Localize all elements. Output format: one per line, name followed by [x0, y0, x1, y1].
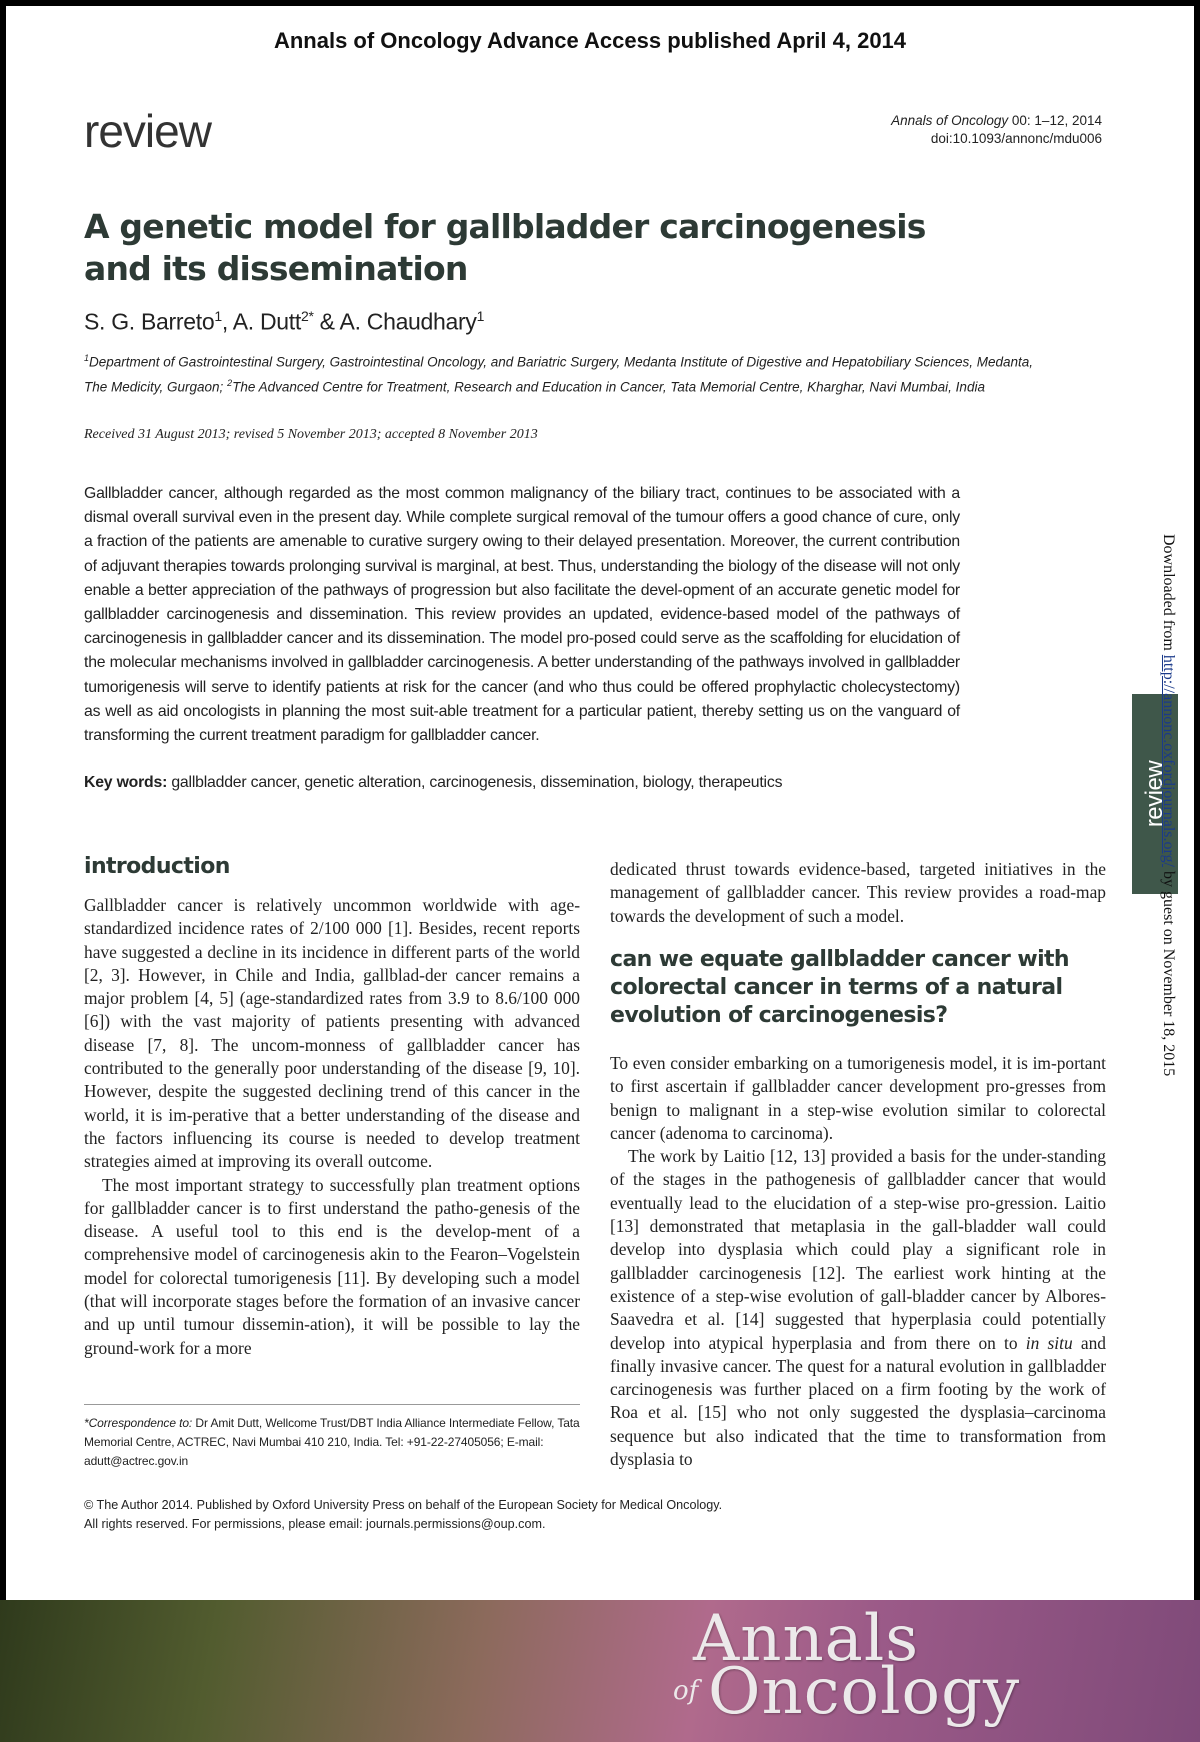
right-column-top — [610, 858, 1106, 928]
paragraph — [610, 1145, 1106, 1471]
affiliation-mark: 2 — [227, 377, 233, 388]
paragraph-italic: in situ — [1025, 1332, 1073, 1353]
journal-reference — [891, 112, 1102, 148]
author-name: A. Chaudhary — [339, 308, 477, 335]
doi: doi:10.1093/annonc/mdu006 — [930, 131, 1102, 146]
paragraph-text: The work by Laitio [12, 13] provided a basis for the under-standing of the stages in the pathogenesis of gallbladder cancer that would eventually lead to the elucidation of a step-wise pro-gression. Laitio [13] demonstrated that metaplasia in the gall-bladder wall could develop into dysplasia which could play a significant role in gallbladder carcinogenesis [12]. The earliest work hinting at the existence of a step-wise evolution of gall-bladder cancer by Albores-Saavedra et al. [14] suggested that hyperplasia could potentially develop into atypical hyperplasia and from there on to — [610, 1146, 1106, 1353]
paragraph: The most important strategy to successfully plan treatment options for gallbladder cancer is to first understand the patho-genesis of the disease. A useful tool to this end is the develop-ment of a comprehensive model of carcinogenesis akin to the Fearon–Vogelstein model for colorectal tumorigenesis [11]. By developing such a model (that will incorporate stages before the formation of an invasive cancer and up until tumour dissemin-ation), it will be possible to lay the ground-work for a more — [84, 1174, 580, 1358]
banner-logo-oncology: Oncology — [708, 1655, 1021, 1729]
received-dates: Received 31 August 2013; revised 5 November 2013; accepted 8 November 2013 — [84, 427, 538, 442]
author-affiliation-mark: 1 — [476, 308, 485, 324]
correspondence-footnote — [84, 1414, 584, 1471]
affiliation-2: The Advanced Centre for Treatment, Research and Education in Cancer, Tata Memorial Centre, Kharghar, Navi Mumbai, India — [232, 379, 985, 394]
copyright-line-1: © The Author 2014. Published by Oxford University Press on behalf of the European Society for Medical Oncology. — [84, 1498, 723, 1512]
footnote-divider — [84, 1404, 580, 1405]
title-line-1: A genetic model for gallbladder carcinogenesis — [84, 207, 926, 246]
author-separator: & — [313, 308, 340, 335]
section-heading-colorectal: can we equate gallbladder cancer with colorectal cancer in terms of a natural evolution of carcinogenesis? — [610, 947, 1069, 1028]
author-separator: , — [221, 308, 233, 335]
author-list — [84, 308, 484, 336]
section-heading-introduction: introduction — [84, 854, 230, 879]
journal-citation: 00: 1–12, 2014 — [1008, 113, 1102, 128]
paragraph: Gallbladder cancer is relatively uncommon worldwide with age-standardized incidence rates of 2/100 000 [1]. Besides, recent reports have suggested a decline in its incidence in different parts of the world [2, 3]. However, in Chile and India, gallblad-der cancer remains a major problem [4, 5] (age-standardized rates from 3.9 to 8.6/100 000 [6]) with the vast majority of patients presenting with advanced disease [7, 8]. The uncom-monness of gallbladder cancer has contributed to the generally poor understanding of the disease [9, 10]. However, despite the suggested declining trend of this cancer in the world, it is im-perative that a better understanding of the disease and the factors influencing its course is needed to develop treatment strategies aimed at improving its overall outcome. — [84, 895, 580, 1172]
section-label: review — [84, 105, 211, 157]
copyright-notice — [84, 1496, 884, 1534]
footnote-text: Dr Amit Dutt, Wellcome Trust/DBT India Alliance Intermediate Fellow, Tata Memorial Centre, ACTREC, Navi Mumbai 410 210, India. Tel: +91-22-27405056; E-mail: adutt@actrec.gov.in — [84, 1416, 580, 1468]
keywords-label: Key words: — [84, 774, 168, 791]
paragraph-text: and finally invasive cancer. The quest for a natural evolution in gallbladder carcinogenesis was further placed on a firm footing by the work of Roa et al. [15] who not only suggested the dysplasia–carcinoma sequence but also indicated that the time to transformation from dysplasia to — [610, 1332, 1106, 1470]
affiliations — [84, 348, 1044, 397]
journal-name: Annals of Oncology — [891, 113, 1009, 128]
title-line-2: and its dissemination — [84, 249, 468, 288]
advance-access-line: Annals of Oncology Advance Access published April 4, 2014 — [273, 28, 907, 53]
left-column — [84, 894, 580, 1360]
download-prefix: Downloaded from — [1160, 534, 1177, 655]
keywords-list: gallbladder cancer, genetic alteration, carcinogenesis, dissemination, biology, therapeutics — [167, 774, 783, 791]
side-tab-label: review — [1141, 760, 1168, 828]
download-link[interactable]: http://annonc.oxfordjournals.org/ — [1160, 654, 1177, 867]
abstract: Gallbladder cancer, although regarded as the most common malignancy of the biliary tract, continues to be associated with a dismal overall survival even in the present day. While complete surgical removal of the tumour offers a good chance of cure, only a fraction of the patients are amenable to curative surgery owing to their delayed presentation. Moreover, the current contribution of adjuvant therapies towards prolonging survival is marginal, at best. Thus, understanding the biology of the disease will not only enable a better appreciation of the pathways of progression but also facilitate the devel-opment of an accurate genetic model for gallbladder carcinogenesis and dissemination. This review provides an updated, evidence-based model of the pathways of carcinogenesis in gallbladder cancer and its dissemination. The model pro-posed could serve as the scaffolding for elucidation of the molecular mechanisms involved in gallbladder carcinogenesis. A better understanding of the pathways involved in gallbladder tumorigenesis will serve to identify patients at risk for the cancer (and who thus could be offered prophylactic cholecystectomy) as well as aid oncologists in planning the most suit-able treatment for a particular patient, thereby setting us on the vanguard of transforming the current treatment paradigm for gallbladder cancer. — [84, 485, 960, 745]
banner-logo-of: of — [673, 1676, 699, 1706]
affiliation-1: Department of Gastrointestinal Surgery, Gastrointestinal Oncology, and Bariatric Surgery, Medanta Institute of Digestive and Hepatobiliary Sciences, Medanta, The Medicity, Gurgaon; — [84, 354, 1033, 394]
banner-logo-annals: Annals — [693, 1602, 920, 1676]
paragraph: To even consider embarking on a tumorigenesis model, it is im-portant to first ascertain if gallbladder cancer development pro-gresses from benign to malignant in a step-wise evolution similar to colorectal cancer (adenoma to carcinoma). — [610, 1053, 1106, 1143]
paragraph: dedicated thrust towards evidence-based, targeted initiatives in the management of gallbladder cancer. This review provides a road-map towards the development of such a model. — [610, 859, 1106, 926]
download-suffix: by guest on November 18, 2015 — [1160, 866, 1177, 1077]
author-name: S. G. Barreto — [84, 308, 215, 335]
keywords — [84, 774, 782, 792]
article-title — [84, 206, 984, 290]
download-note — [1159, 534, 1177, 1076]
affiliation-mark: 1 — [84, 353, 90, 363]
footnote-label: *Correspondence to: — [84, 1416, 193, 1430]
article-page — [6, 6, 1194, 1600]
author-affiliation-mark: 1 — [214, 308, 222, 324]
right-column-body — [610, 1052, 1106, 1471]
copyright-line-2: All rights reserved. For permissions, please email: journals.permissions@oup.com. — [84, 1517, 546, 1531]
author-affiliation-mark: 2* — [300, 308, 314, 324]
author-name: A. Dutt — [232, 308, 301, 335]
